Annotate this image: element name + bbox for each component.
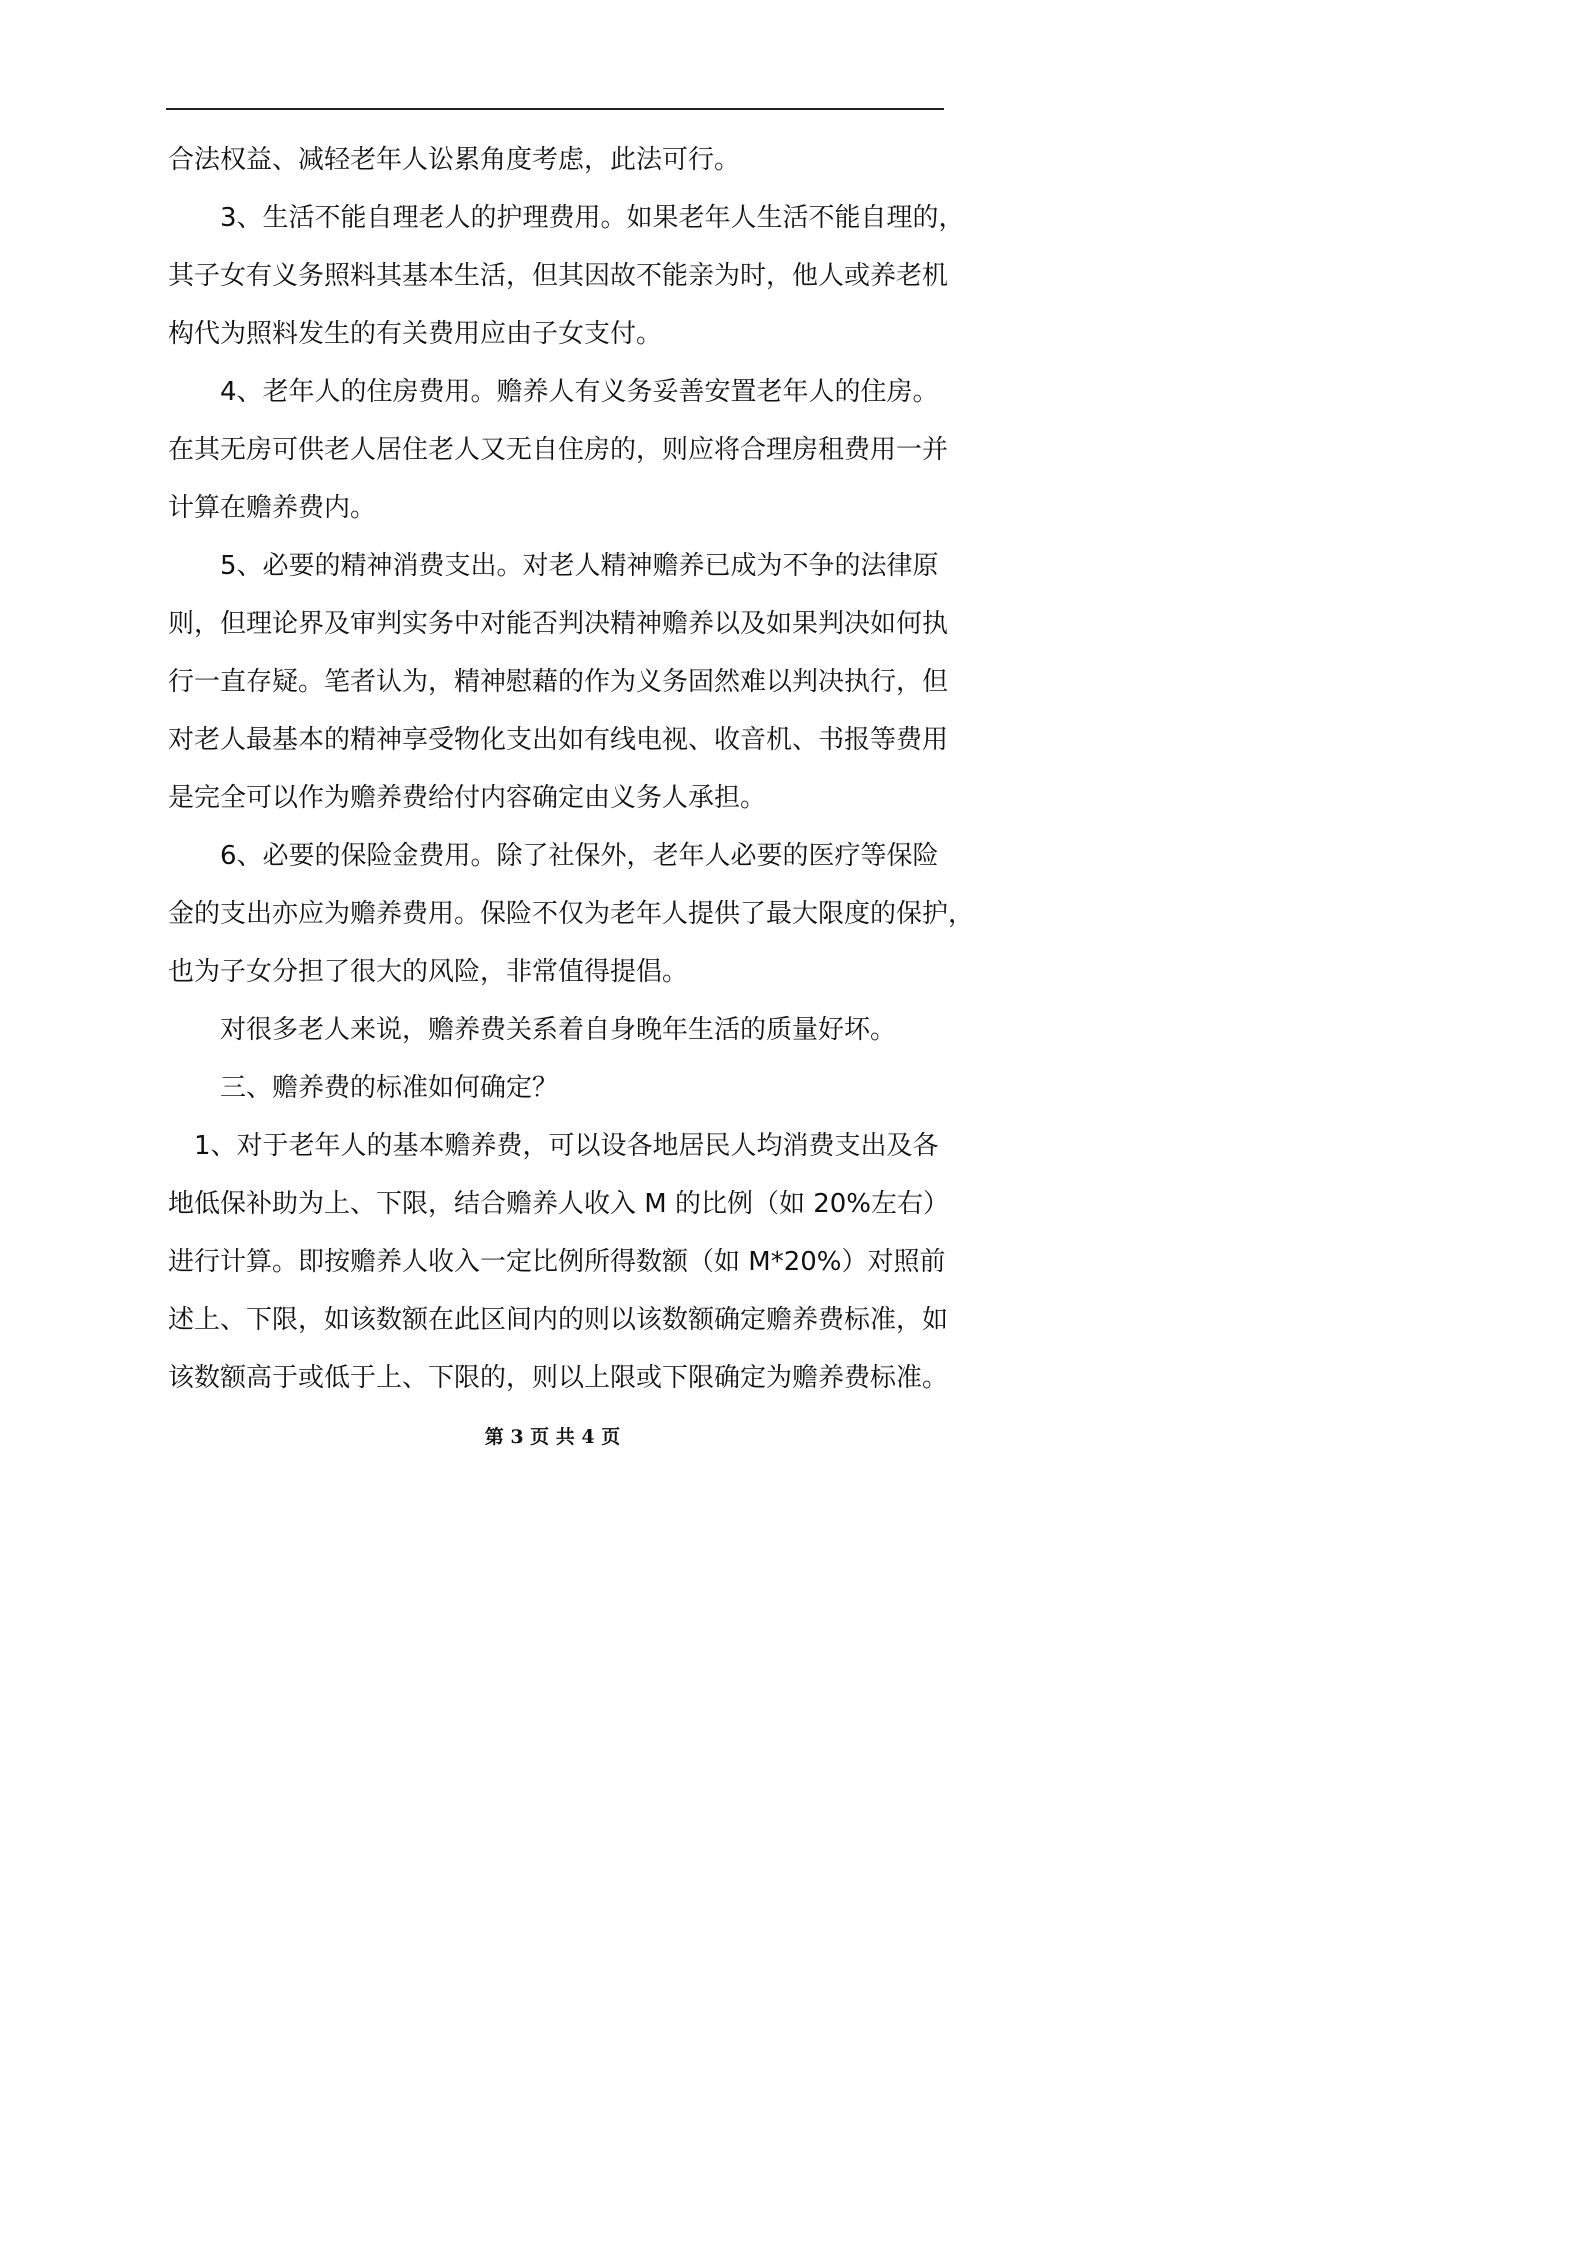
text-line: 其子女有义务照料其基本生活，但其因故不能亲为时，他人或养老机 bbox=[168, 261, 949, 291]
text-line: 行一直存疑。笔者认为，精神慰藉的作为义务固然难以判决执行，但 bbox=[168, 667, 949, 697]
text-line: 构代为照料发生的有关费用应由子女支付。 bbox=[168, 319, 663, 349]
text-line: 4、老年人的住房费用。赡养人有义务妥善安置老年人的住房。 bbox=[220, 377, 939, 407]
text-line: 进行计算。即按赡养人收入一定比例所得数额（如 M*20%）对照前 bbox=[168, 1247, 946, 1277]
text-line: 对老人最基本的精神享受物化支出如有线电视、收音机、书报等费用 bbox=[168, 725, 949, 755]
text-line: 也为子女分担了很大的风险，非常值得提倡。 bbox=[168, 957, 689, 987]
page-footer: 第 3 页 共 4 页 bbox=[484, 1426, 621, 1448]
text-line: 计算在赡养费内。 bbox=[168, 493, 377, 523]
text-line: 在其无房可供老人居住老人又无自住房的，则应将合理房租费用一并 bbox=[168, 435, 949, 465]
text-line: 3、生活不能自理老人的护理费用。如果老年人生活不能自理的， bbox=[220, 203, 965, 233]
text-line: 该数额高于或低于上、下限的，则以上限或下限确定为赡养费标准。 bbox=[168, 1363, 949, 1393]
text-line: 1、对于老年人的基本赡养费，可以设各地居民人均消费支出及各 bbox=[194, 1131, 939, 1161]
text-line: 5、必要的精神消费支出。对老人精神赡养已成为不争的法律原 bbox=[220, 551, 939, 581]
text-line: 述上、下限，如该数额在此区间内的则以该数额确定赡养费标准，如 bbox=[168, 1305, 949, 1335]
text-line: 则，但理论界及审判实务中对能否判决精神赡养以及如果判决如何执 bbox=[168, 609, 949, 639]
section-heading: 三、赡养费的标准如何确定？ bbox=[220, 1073, 559, 1103]
text-line: 6、必要的保险金费用。除了社保外，老年人必要的医疗等保险 bbox=[220, 841, 939, 871]
header-rule bbox=[166, 108, 944, 110]
text-line: 金的支出亦应为赡养费用。保险不仅为老年人提供了最大限度的保护， bbox=[168, 899, 975, 929]
text-line: 地低保补助为上、下限，结合赡养人收入 M 的比例（如 20%左右） bbox=[168, 1189, 950, 1219]
text-line: 对很多老人来说，赡养费关系着自身晚年生活的质量好坏。 bbox=[220, 1015, 897, 1045]
text-line: 合法权益、减轻老年人讼累角度考虑，此法可行。 bbox=[168, 145, 741, 175]
text-line: 是完全可以作为赡养费给付内容确定由义务人承担。 bbox=[168, 783, 767, 813]
